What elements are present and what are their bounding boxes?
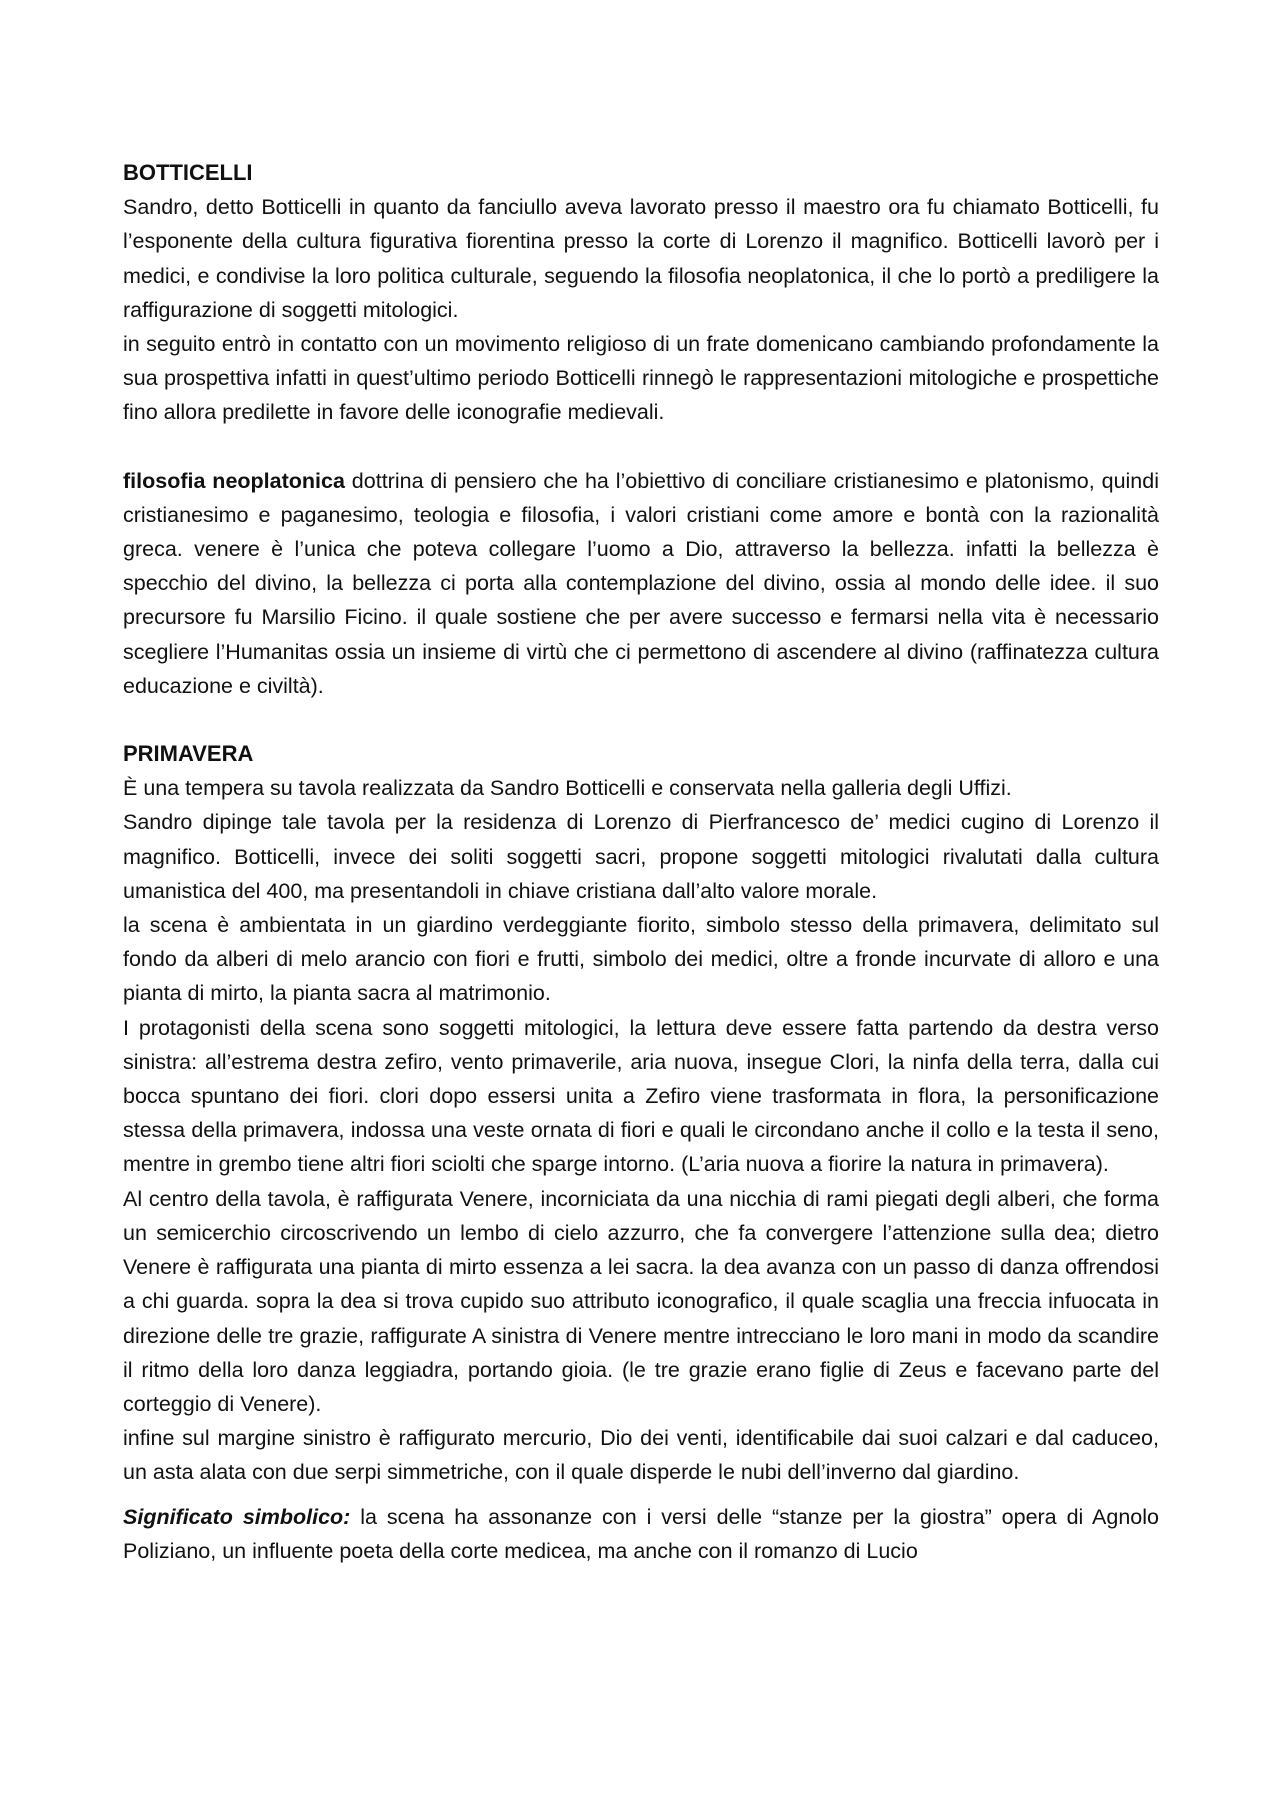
spacer xyxy=(123,430,1159,464)
paragraph: Sandro, detto Botticelli in quanto da fanciullo aveva lavorato presso il maestro ora fu chiamato Botticelli, fu l’esponente della cultura figurativa fiorentina presso la corte di Lorenzo il magnifico. Botticelli lavorò per i medici, e condivise la loro politica culturale, seguendo la filosofia neoplatonica, il che lo portò a prediligere la raffigurazione di soggetti mitologici. xyxy=(123,195,1159,322)
neoplatonic-text: dottrina di pensiero che ha l’obiettivo di conciliare cristianesimo e platonismo, quindi cristianesimo e paganesimo, teologia e filosofia, i valori cristiani come amore e bontà con la razionalità greca. venere è l’unica che poteva collegare l’uomo a Dio, attraverso la bellezza. infatti la bellezza è specchio del divino, la bellezza ci porta alla contemplazione del divino, ossia al mondo delle idee. il suo precursore fu Marsilio Ficino. il quale sostiene che per avere successo e fermarsi nella vita è necessario scegliere l’Humanitas ossia un insieme di virtù che ci permettono di ascendere al divino (raffinatezza cultura educazione e civiltà). xyxy=(123,468,1159,698)
paragraph: in seguito entrò in contatto con un movimento religioso di un frate domenicano cambiando profondamente la sua prospettiva infatti in quest’ultimo periodo Botticelli rinnegò le rappresentazioni mitologiche e prospettiche fino allora predilette in favore delle iconografie medievali. xyxy=(123,332,1159,425)
paragraph: Sandro dipinge tale tavola per la residenza di Lorenzo di Pierfrancesco de’ medici cugino di Lorenzo il magnifico. Botticelli, invece dei soliti soggetti sacri, propone soggetti mitologici rivalutati dalla cultura umanistica del 400, ma presentandoli in chiave cristiana dall’alto valore morale. xyxy=(123,810,1159,903)
paragraph: la scena è ambientata in un giardino verdeggiante fiorito, simbolo stesso della primavera, delimitato sul fondo da alberi di melo arancio con fiori e frutti, simbolo dei medici, oltre a fronde incurvate di alloro e una pianta di mirto, la pianta sacra al matrimonio. xyxy=(123,913,1159,1006)
section-title-botticelli: BOTTICELLI xyxy=(123,160,253,185)
symbolic-term: Significato simbolico: xyxy=(123,1504,351,1529)
spacer xyxy=(123,1490,1159,1500)
symbolic-text: la scena ha assonanze con i versi delle “stanze per la giostra” opera di Agnolo Poliziano, un influente poeta della corte medicea, ma anche con il romanzo di Lucio xyxy=(123,1504,1159,1563)
section-title-primavera: PRIMAVERA xyxy=(123,741,254,767)
neoplatonic-term: filosofia neoplatonica xyxy=(123,468,345,493)
paragraph: È una tempera su tavola realizzata da Sandro Botticelli e conservata nella galleria degli Uffizi. xyxy=(123,776,1012,801)
spacer xyxy=(123,703,1159,737)
document-page xyxy=(123,156,1159,1568)
paragraph: infine sul margine sinistro è raffigurato mercurio, Dio dei venti, identificabile dai suoi calzari e dal caduceo, un asta alata con due serpi simmetriche, con il quale disperde le nubi dell’inverno dal giardino. xyxy=(123,1426,1159,1485)
paragraph: Al centro della tavola, è raffigurata Venere, incorniciata da una nicchia di rami piegati degli alberi, che forma un semicerchio circoscrivendo un lembo di cielo azzurro, che fa convergere l’attenzione sulla dea; dietro Venere è raffigurata una pianta di mirto essenza a lei sacra. la dea avanza con un passo di danza offrendosi a chi guarda. sopra la dea si trova cupido suo attributo iconografico, il quale scaglia una freccia infuocata in direzione delle tre grazie, raffigurate A sinistra di Venere mentre intrecciano le loro mani in modo da scandire il ritmo della loro danza leggiadra, portando gioia. (le tre grazie erano figlie di Zeus e facevano parte del corteggio di Venere). xyxy=(123,1186,1159,1416)
symbolic-paragraph xyxy=(123,1500,1159,1568)
paragraph: I protagonisti della scena sono soggetti mitologici, la lettura deve essere fatta partendo da destra verso sinistra: all’estrema destra zefiro, vento primaverile, aria nuova, insegue Clori, la ninfa della terra, dalla cui bocca spuntano dei fiori. clori dopo essersi unita a Zefiro viene trasformata in flora, la personificazione stessa della primavera, indossa una veste ornata di fiori e quali le circondano anche il collo e la testa il seno, mentre in grembo tiene altri fiori sciolti che sparge intorno. (L’aria nuova a fiorire la natura in primavera). xyxy=(123,1015,1159,1177)
neoplatonic-paragraph xyxy=(123,464,1159,703)
